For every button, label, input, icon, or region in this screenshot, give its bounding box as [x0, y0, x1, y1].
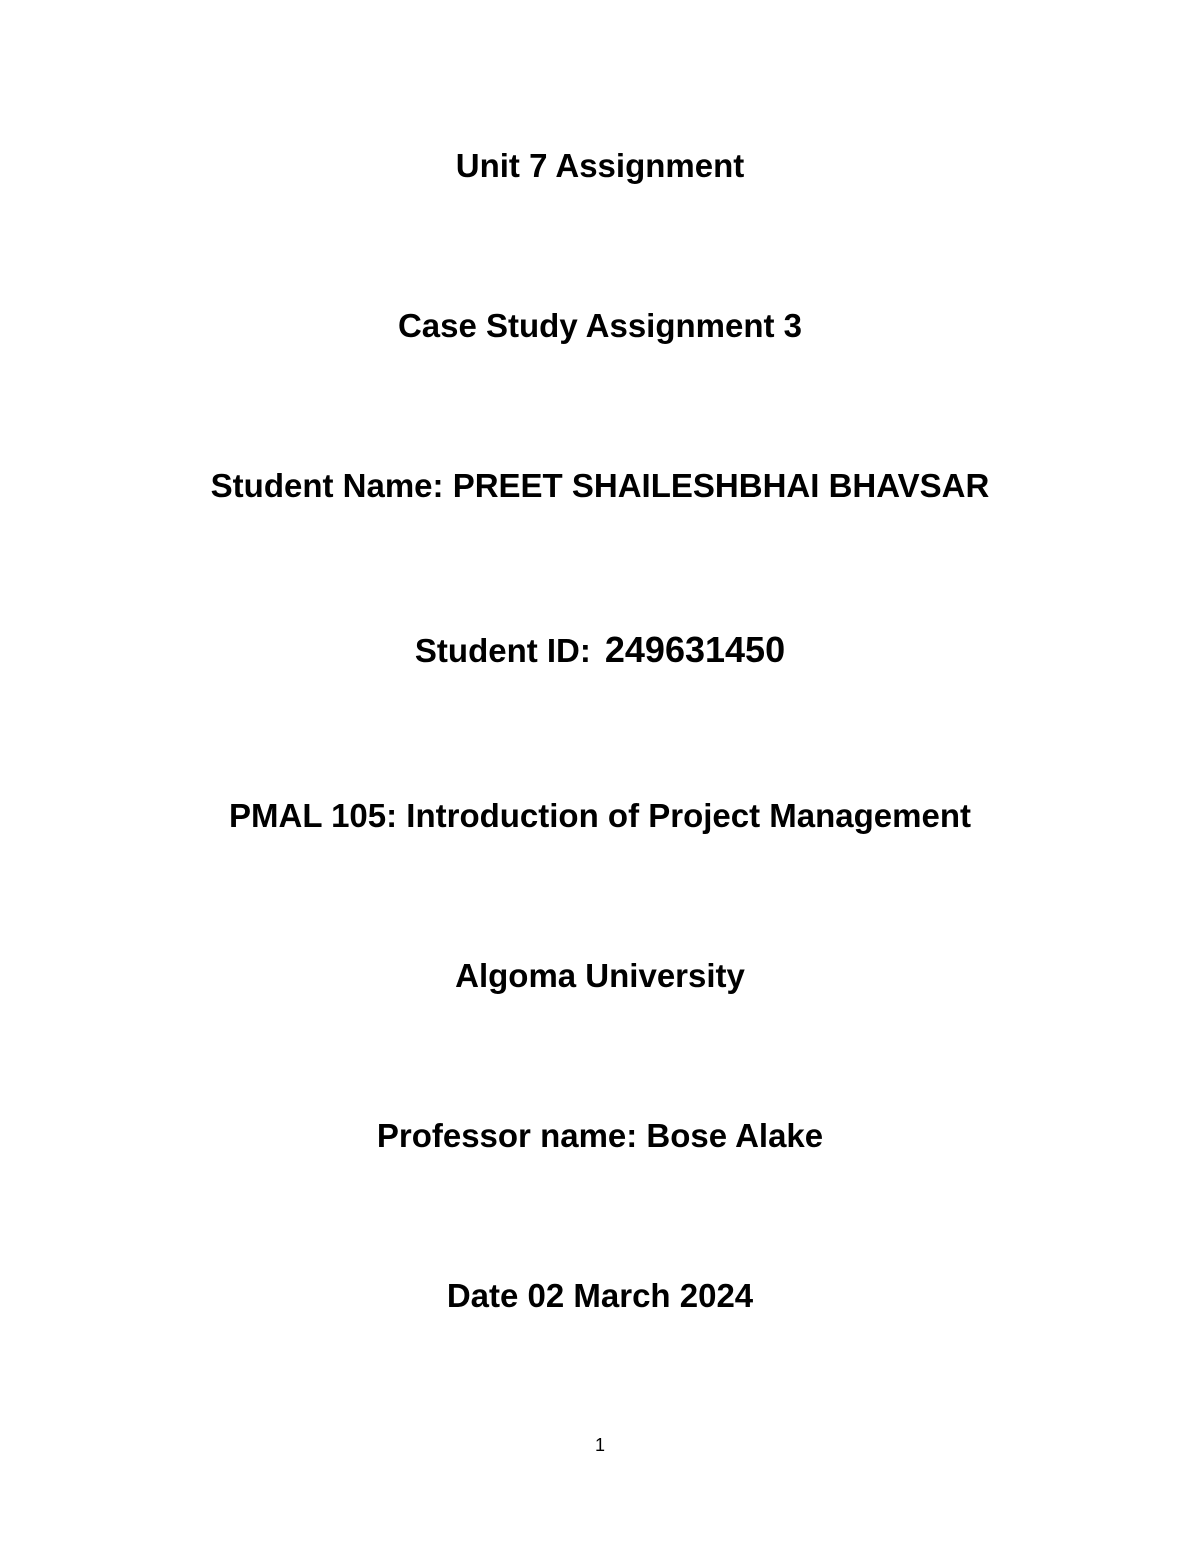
student-id-label: Student ID: [414, 632, 591, 669]
course-title: PMAL 105: Introduction of Project Management [229, 797, 971, 834]
page-number: 1 [594, 1435, 605, 1455]
unit-title: Unit 7 Assignment [455, 147, 745, 184]
submission-date: Date 02 March 2024 [446, 1277, 754, 1314]
student-id [0, 630, 1200, 671]
student-name: Student Name: PREET SHAILESHBHAI BHAVSAR [210, 467, 990, 504]
university-name: Algoma University [455, 957, 745, 994]
case-study-title: Case Study Assignment 3 [397, 307, 803, 344]
student-id-value: 249631450 [604, 629, 786, 670]
professor-name: Professor name: Bose Alake [376, 1117, 824, 1154]
